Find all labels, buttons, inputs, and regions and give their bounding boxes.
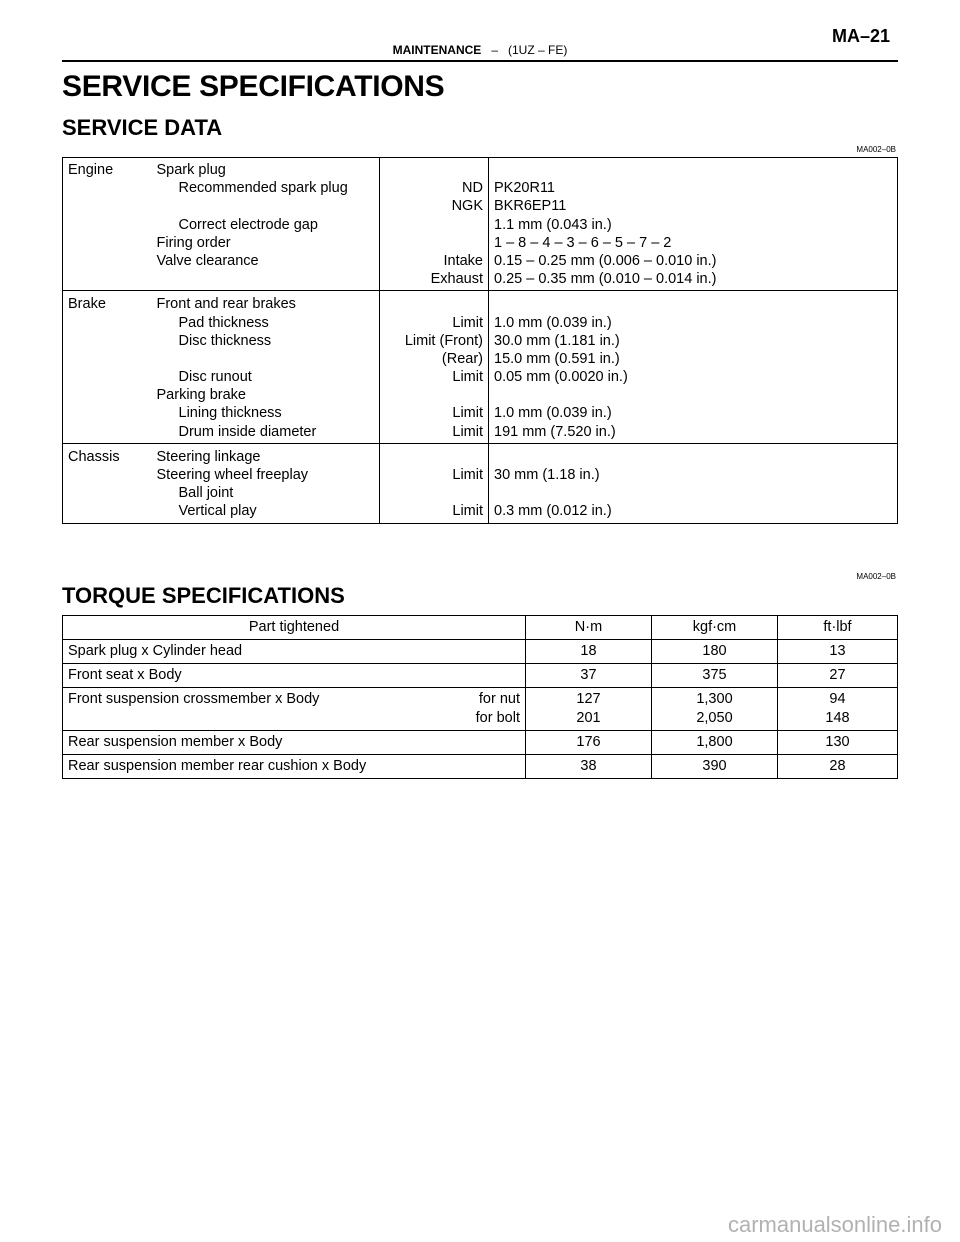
service-data-heading: SERVICE DATA [62,115,223,140]
spec-qualifier [385,295,483,313]
torque-heading: TORQUE SPECIFICATIONS [62,583,345,608]
spec-value [494,386,892,404]
header-section: MAINTENANCE – (1UZ – FE) [392,43,568,57]
spec-value: 15.0 mm (0.591 in.) [494,350,620,367]
nm-cell: 18 [526,640,652,664]
service-group-row [63,158,898,291]
spec-item: Pad thickness [178,314,269,331]
spec-qualifier: Exhaust [430,271,483,288]
spec-item: Lining thickness [178,405,282,422]
torque-header-row [63,616,898,640]
spec-qualifier: Limit [452,423,483,440]
spec-item: Parking brake [156,387,246,404]
spec-qualifier: ND [462,180,483,197]
spec-value: 0.15 – 0.25 mm (0.006 – 0.010 in.) [494,252,717,269]
spec-value [494,448,892,466]
kgf-cell: 180 [652,640,778,664]
spec-qualifier: Limit [452,314,483,331]
part-cell: Rear suspension member x Body [63,731,526,755]
spec-value: 1.0 mm (0.039 in.) [494,314,612,331]
spec-value: 0.3 mm (0.012 in.) [494,503,612,520]
page-header [62,26,898,62]
spec-item: Ball joint [178,485,234,502]
torque-code: MA002–0B [856,572,896,581]
spec-value: BKR6EP11 [494,198,567,215]
ft-cell: 28 [778,755,898,779]
value-cell [489,291,898,444]
spec-qualifier: Limit (Front) [404,332,483,349]
nm-cell: 38 [526,755,652,779]
spec-qualifier [385,234,483,252]
spec-qualifier [385,386,483,404]
qualifier-cell [380,443,489,523]
spec-qualifier [385,448,483,466]
watermark[interactable]: carmanualsonline.info [727,1212,942,1237]
part-cell [63,688,526,731]
spec-item [157,270,375,288]
col-header: ft·lbf [778,616,898,640]
spec-value: 1.1 mm (0.043 in.) [494,216,612,233]
ft-cell: 27 [778,664,898,688]
service-group-row [63,291,898,444]
category-cell: Brake [63,291,152,444]
spec-item: Valve clearance [156,252,259,269]
spec-qualifier: Limit [452,369,483,386]
spec-qualifier [385,161,483,179]
col-header: N·m [526,616,652,640]
spec-item: Recommended spark plug [178,180,348,197]
value-cell [489,158,898,291]
spec-value [494,484,892,502]
nm-cell: 127 201 [526,688,652,731]
qualifier-cell [380,291,489,444]
spec-qualifier [385,484,483,502]
spec-value: 191 mm (7.520 in.) [494,423,616,440]
col-header: Part tightened [63,616,526,640]
item-cell [152,443,380,523]
spec-item [157,197,375,215]
spec-item: Disc runout [178,369,252,386]
spec-qualifier: Limit [452,405,483,422]
part-label: Front suspension crossmember x Body [68,691,320,707]
spec-value [494,295,892,313]
ft-cell: 130 [778,731,898,755]
table-row [63,688,898,731]
category-cell: Engine [68,162,114,178]
part-cell: Front seat x Body [63,664,526,688]
spec-item: Spark plug [156,162,226,178]
spec-item: Steering wheel freeplay [156,467,309,483]
nm-cell: 176 [526,731,652,755]
part-cell: Spark plug x Cylinder head [63,640,526,664]
kgf-cell: 390 [652,755,778,779]
torque-table [62,615,898,779]
spec-item: Steering linkage [156,448,261,465]
item-cell [152,158,380,291]
table-row [63,664,898,688]
spec-item: Disc thickness [178,332,272,349]
spec-value: 0.05 mm (0.0020 in.) [494,369,628,386]
service-data-code: MA002–0B [856,145,896,154]
part-sub: for nut [478,691,520,707]
qualifier-cell [380,158,489,291]
table-row [63,731,898,755]
page-title: SERVICE SPECIFICATIONS [62,70,445,103]
item-cell [152,291,380,444]
spec-value: 0.25 – 0.35 mm (0.010 – 0.014 in.) [494,271,717,288]
table-row [63,755,898,779]
spec-item: Firing order [156,234,231,251]
spec-item: Front and rear brakes [156,296,296,313]
spec-item: Correct electrode gap [178,216,318,233]
spec-value: 30 mm (1.18 in.) [494,467,600,483]
page-number: MA–21 [831,26,890,46]
part-sub: for bolt [475,710,520,726]
value-cell [489,443,898,523]
spec-qualifier: Limit [452,467,483,483]
service-group-row [63,443,898,523]
spec-qualifier: (Rear) [441,350,483,367]
spec-item: Vertical play [178,503,257,520]
spec-item: Drum inside diameter [178,423,317,440]
nm-cell: 37 [526,664,652,688]
spec-value: 1.0 mm (0.039 in.) [494,405,612,422]
spec-qualifier: Limit [452,503,483,520]
spec-value [494,161,892,179]
ft-cell: 94 148 [778,688,898,731]
category-cell: Chassis [63,443,152,523]
spec-value: 1 – 8 – 4 – 3 – 6 – 5 – 7 – 2 [494,234,672,251]
service-data-table [62,157,898,524]
part-cell: Rear suspension member rear cushion x Body [63,755,526,779]
kgf-cell: 1,300 2,050 [652,688,778,731]
spec-value: PK20R11 [494,180,555,197]
spec-qualifier: NGK [451,198,483,215]
spec-item [157,350,375,368]
kgf-cell: 375 [652,664,778,688]
col-header: kgf·cm [652,616,778,640]
spec-value: 30.0 mm (1.181 in.) [494,332,620,349]
kgf-cell: 1,800 [652,731,778,755]
spec-qualifier [385,216,483,234]
table-row [63,640,898,664]
ft-cell: 13 [778,640,898,664]
spec-qualifier: Intake [443,252,483,269]
